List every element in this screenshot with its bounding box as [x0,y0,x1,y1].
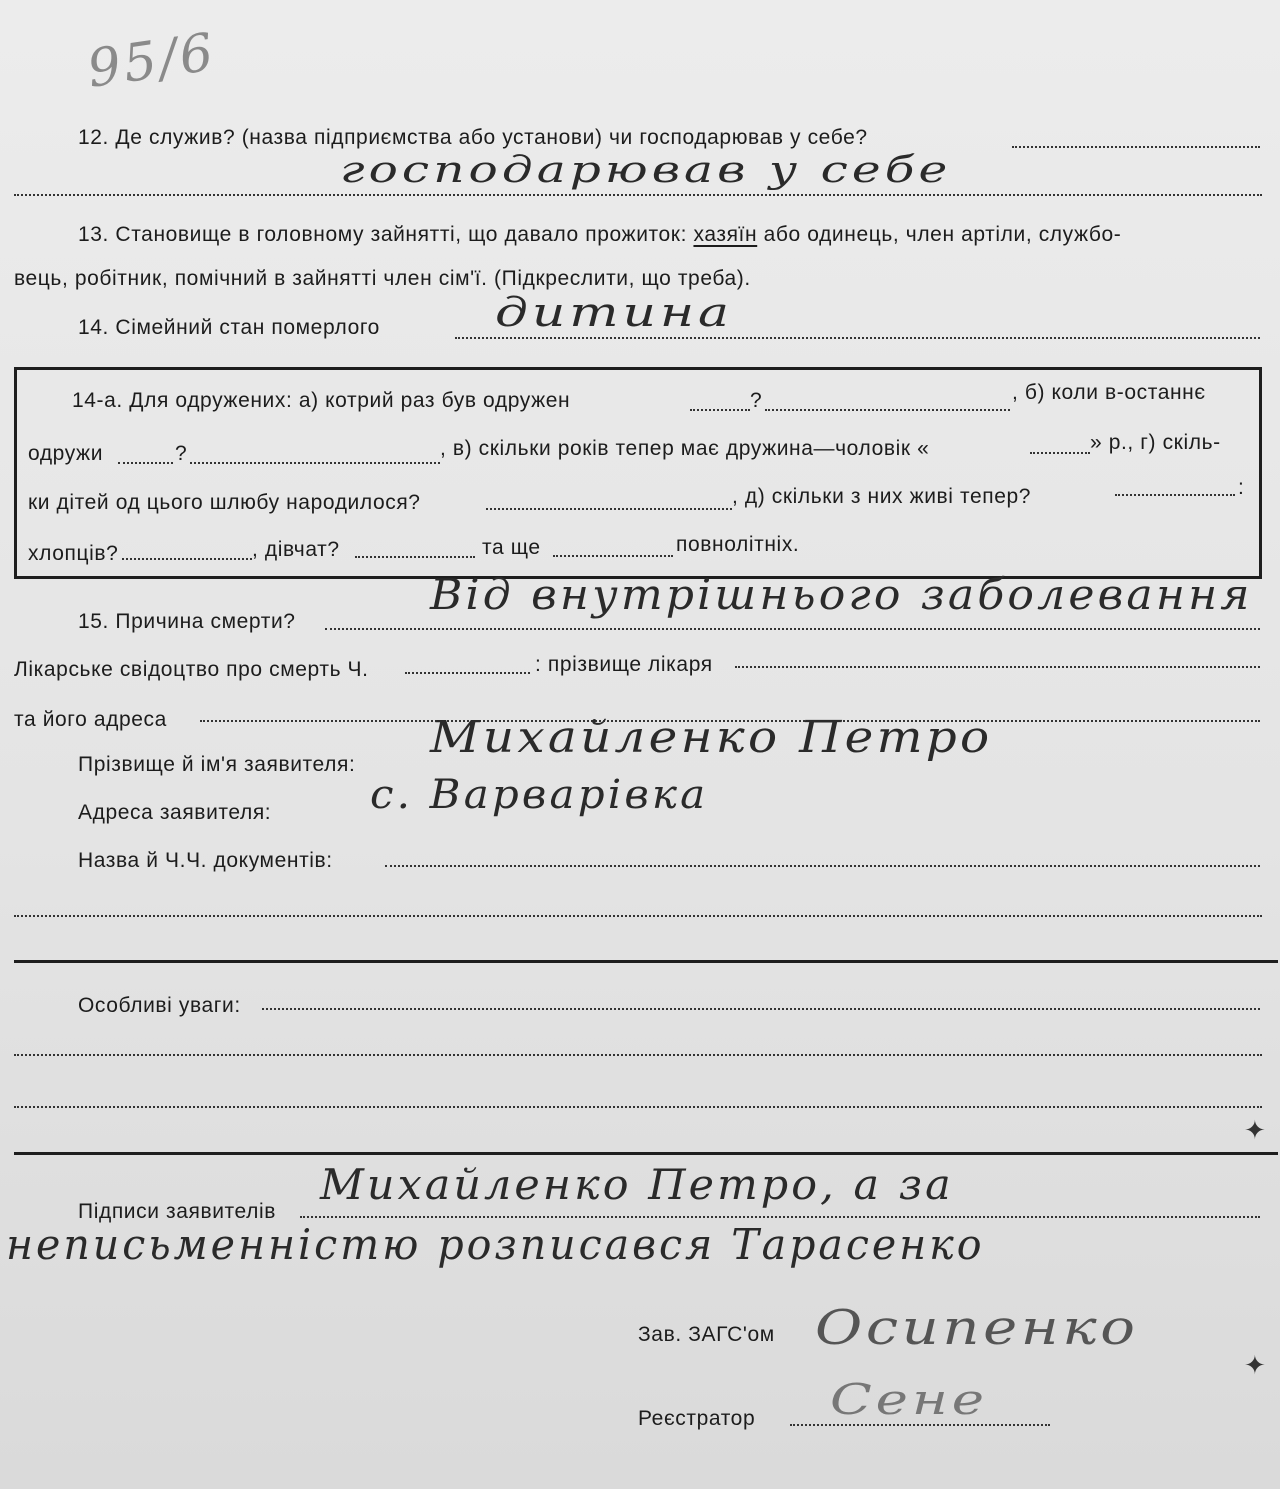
q14a-line2-end: » р., г) скіль- [1090,431,1221,454]
notes-label: Особливі уваги: [78,994,241,1017]
q14a-q1: ? [750,389,763,412]
doctor-name-label: : прізвище лікаря [535,653,713,676]
corner-archive-mark: 95/6 [83,22,220,100]
documents-line-2 [14,915,1262,917]
q12-label: 12. Де служив? (назва підприємства або установи) чи господарював у себе? [78,126,868,149]
q14a-line1-end: , б) коли в-останнє [1012,381,1206,404]
registrar-label: Реєстратор [638,1407,756,1430]
q14a-blank-1 [765,409,1010,411]
q14-dotted-line [455,337,1260,339]
q14a-boys-line [122,558,252,560]
q12-handwritten-answer[interactable]: господарював у себе [340,150,952,191]
med-cert-label: Лікарське свідоцтво про смерть Ч. [14,658,369,681]
q14-label: 14. Сімейний стан померлого [78,316,380,339]
q14a-adults-line [553,555,673,557]
q14a-line4-girls: , дівчат? [252,538,340,561]
applicant-address-label: Адреса заявителя: [78,801,272,824]
signatures-label: Підписи заявителів [78,1200,276,1223]
documents-label: Назва й Ч.Ч. документів: [78,849,333,872]
med-cert-number-line [405,672,530,674]
margin-ink-mark-2: ✦ [1244,1350,1266,1380]
q14a-line4-boys: хлопців? [28,542,119,565]
q14a-line4-adults: повнолітніх. [676,533,800,556]
q14-handwritten-answer[interactable]: дитина [495,290,733,336]
q14a-line3-mid: , д) скільки з них живі тепер? [732,485,1032,508]
doctor-address-label: та його адреса [14,708,167,731]
q14a-line1: 14-а. Для одружених: а) котрий раз був одружен [72,389,571,412]
registrar-signature: Сене [830,1375,988,1424]
q14a-line3: ки дітей од цього шлюбу народилося? [28,491,421,514]
q15-dotted-line [325,628,1260,630]
notes-line-3 [14,1106,1262,1108]
zags-head-signature: Осипенко [815,1300,1139,1356]
section-divider-2 [14,1152,1278,1155]
q14a-children-born-line [486,508,732,510]
q14a-line2-start: одружи [28,442,104,465]
applicant-address-handwritten[interactable]: с. Варварівка [370,772,709,818]
signature-handwritten-line1[interactable]: Михайленко Петро, а за [320,1160,954,1209]
q14a-q2: ? [175,442,188,465]
q14a-children-alive-line [1115,494,1235,496]
q15-handwritten-answer[interactable]: Від внутрішнього заболевання [430,570,1253,619]
q14a-times-married-line [690,409,750,411]
applicant-name-label: Прізвище й ім'я заявителя: [78,753,356,776]
q12-dotted-line [1012,146,1260,148]
documents-line-1 [385,865,1260,867]
q14a-spouse-age-line [1030,452,1090,454]
q13-underlined-option[interactable]: хазяїн [693,223,758,246]
q12-answer-line [14,194,1262,196]
signatures-line [300,1216,1260,1218]
q13-text-a: 13. Становище в головному зайнятті, що давало прожиток: [78,223,694,246]
doctor-name-line [735,666,1260,668]
margin-ink-mark-1: ✦ [1244,1115,1266,1145]
applicant-name-handwritten[interactable]: Михайленко Петро [430,712,993,763]
q14a-blank-2 [118,462,173,464]
notes-line-2 [14,1054,1262,1056]
q14a-girls-line [355,556,475,558]
zags-head-label: Зав. ЗАГС'ом [638,1323,775,1346]
q13-line2: вець, робітник, помічний в зайнятті член сім'ї. (Підкреслити, що треба). [14,267,751,290]
notes-line-1 [262,1008,1260,1010]
q14a-blank-3 [190,462,440,464]
registrar-line [790,1424,1050,1426]
q15-label: 15. Причина смерти? [78,610,296,633]
q13-text-b: або одинець, член артіли, службо- [757,223,1122,246]
q14a-colon: : [1238,476,1245,499]
signature-handwritten-line2[interactable]: неписьменністю розписався Тарасенко [6,1220,985,1269]
q14a-line2-mid: , в) скільки років тепер має дружина—чоловік « [440,437,930,460]
q13-line1 [78,222,1121,248]
section-divider-1 [14,960,1278,963]
q14a-line4-more: та ще [482,536,541,559]
